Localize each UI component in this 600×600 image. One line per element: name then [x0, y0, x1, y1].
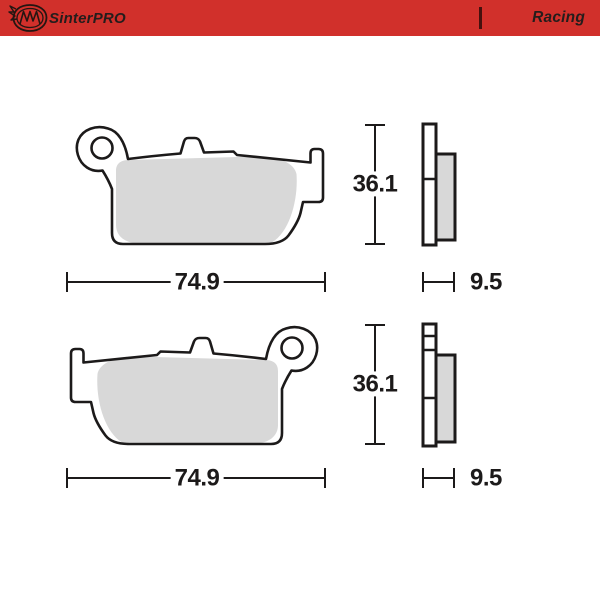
height-label: 36.1 [349, 371, 402, 396]
width-dimension-cap-left [66, 468, 68, 488]
height-dimension-cap-top [365, 324, 385, 326]
backing-plate-side [423, 124, 436, 245]
brake-pad-front-view [67, 118, 327, 248]
thickness-dimension-cap-left [422, 272, 424, 292]
thickness-dimension-cap-right [453, 468, 455, 488]
brand-name: SinterPRO [49, 9, 126, 27]
height-dimension-cap-top [365, 124, 385, 126]
thickness-dimension-line [423, 477, 455, 479]
banner-divider [479, 7, 482, 29]
pad-mounting-hole [92, 138, 113, 159]
pad-friction-surface [97, 356, 278, 444]
friction-material-side [436, 154, 455, 240]
thickness-dimension-line [423, 281, 455, 283]
pad-mounting-hole [282, 338, 303, 359]
width-dimension-cap-right [324, 272, 326, 292]
brake-pad-side-view [418, 119, 462, 251]
height-dimension-cap-bottom [365, 243, 385, 245]
thickness-label: 9.5 [470, 268, 502, 296]
thickness-dimension-cap-right [453, 272, 455, 292]
thickness-label: 9.5 [470, 464, 502, 492]
width-dimension-cap-left [66, 272, 68, 292]
brake-pad-front-view-mirrored [67, 318, 327, 448]
thickness-dimension-cap-left [422, 468, 424, 488]
series-name: Racing [532, 9, 585, 26]
backing-plate-side [423, 324, 436, 446]
friction-material-side [436, 355, 455, 442]
pad-friction-surface [116, 156, 297, 244]
moto-master-logo-icon [8, 2, 50, 34]
brake-pad-side-view [418, 319, 462, 451]
height-dimension-cap-bottom [365, 443, 385, 445]
height-label: 36.1 [349, 171, 402, 196]
width-label: 74.9 [171, 465, 224, 490]
brand-banner [0, 0, 600, 36]
width-dimension-cap-right [324, 468, 326, 488]
width-label: 74.9 [171, 269, 224, 294]
